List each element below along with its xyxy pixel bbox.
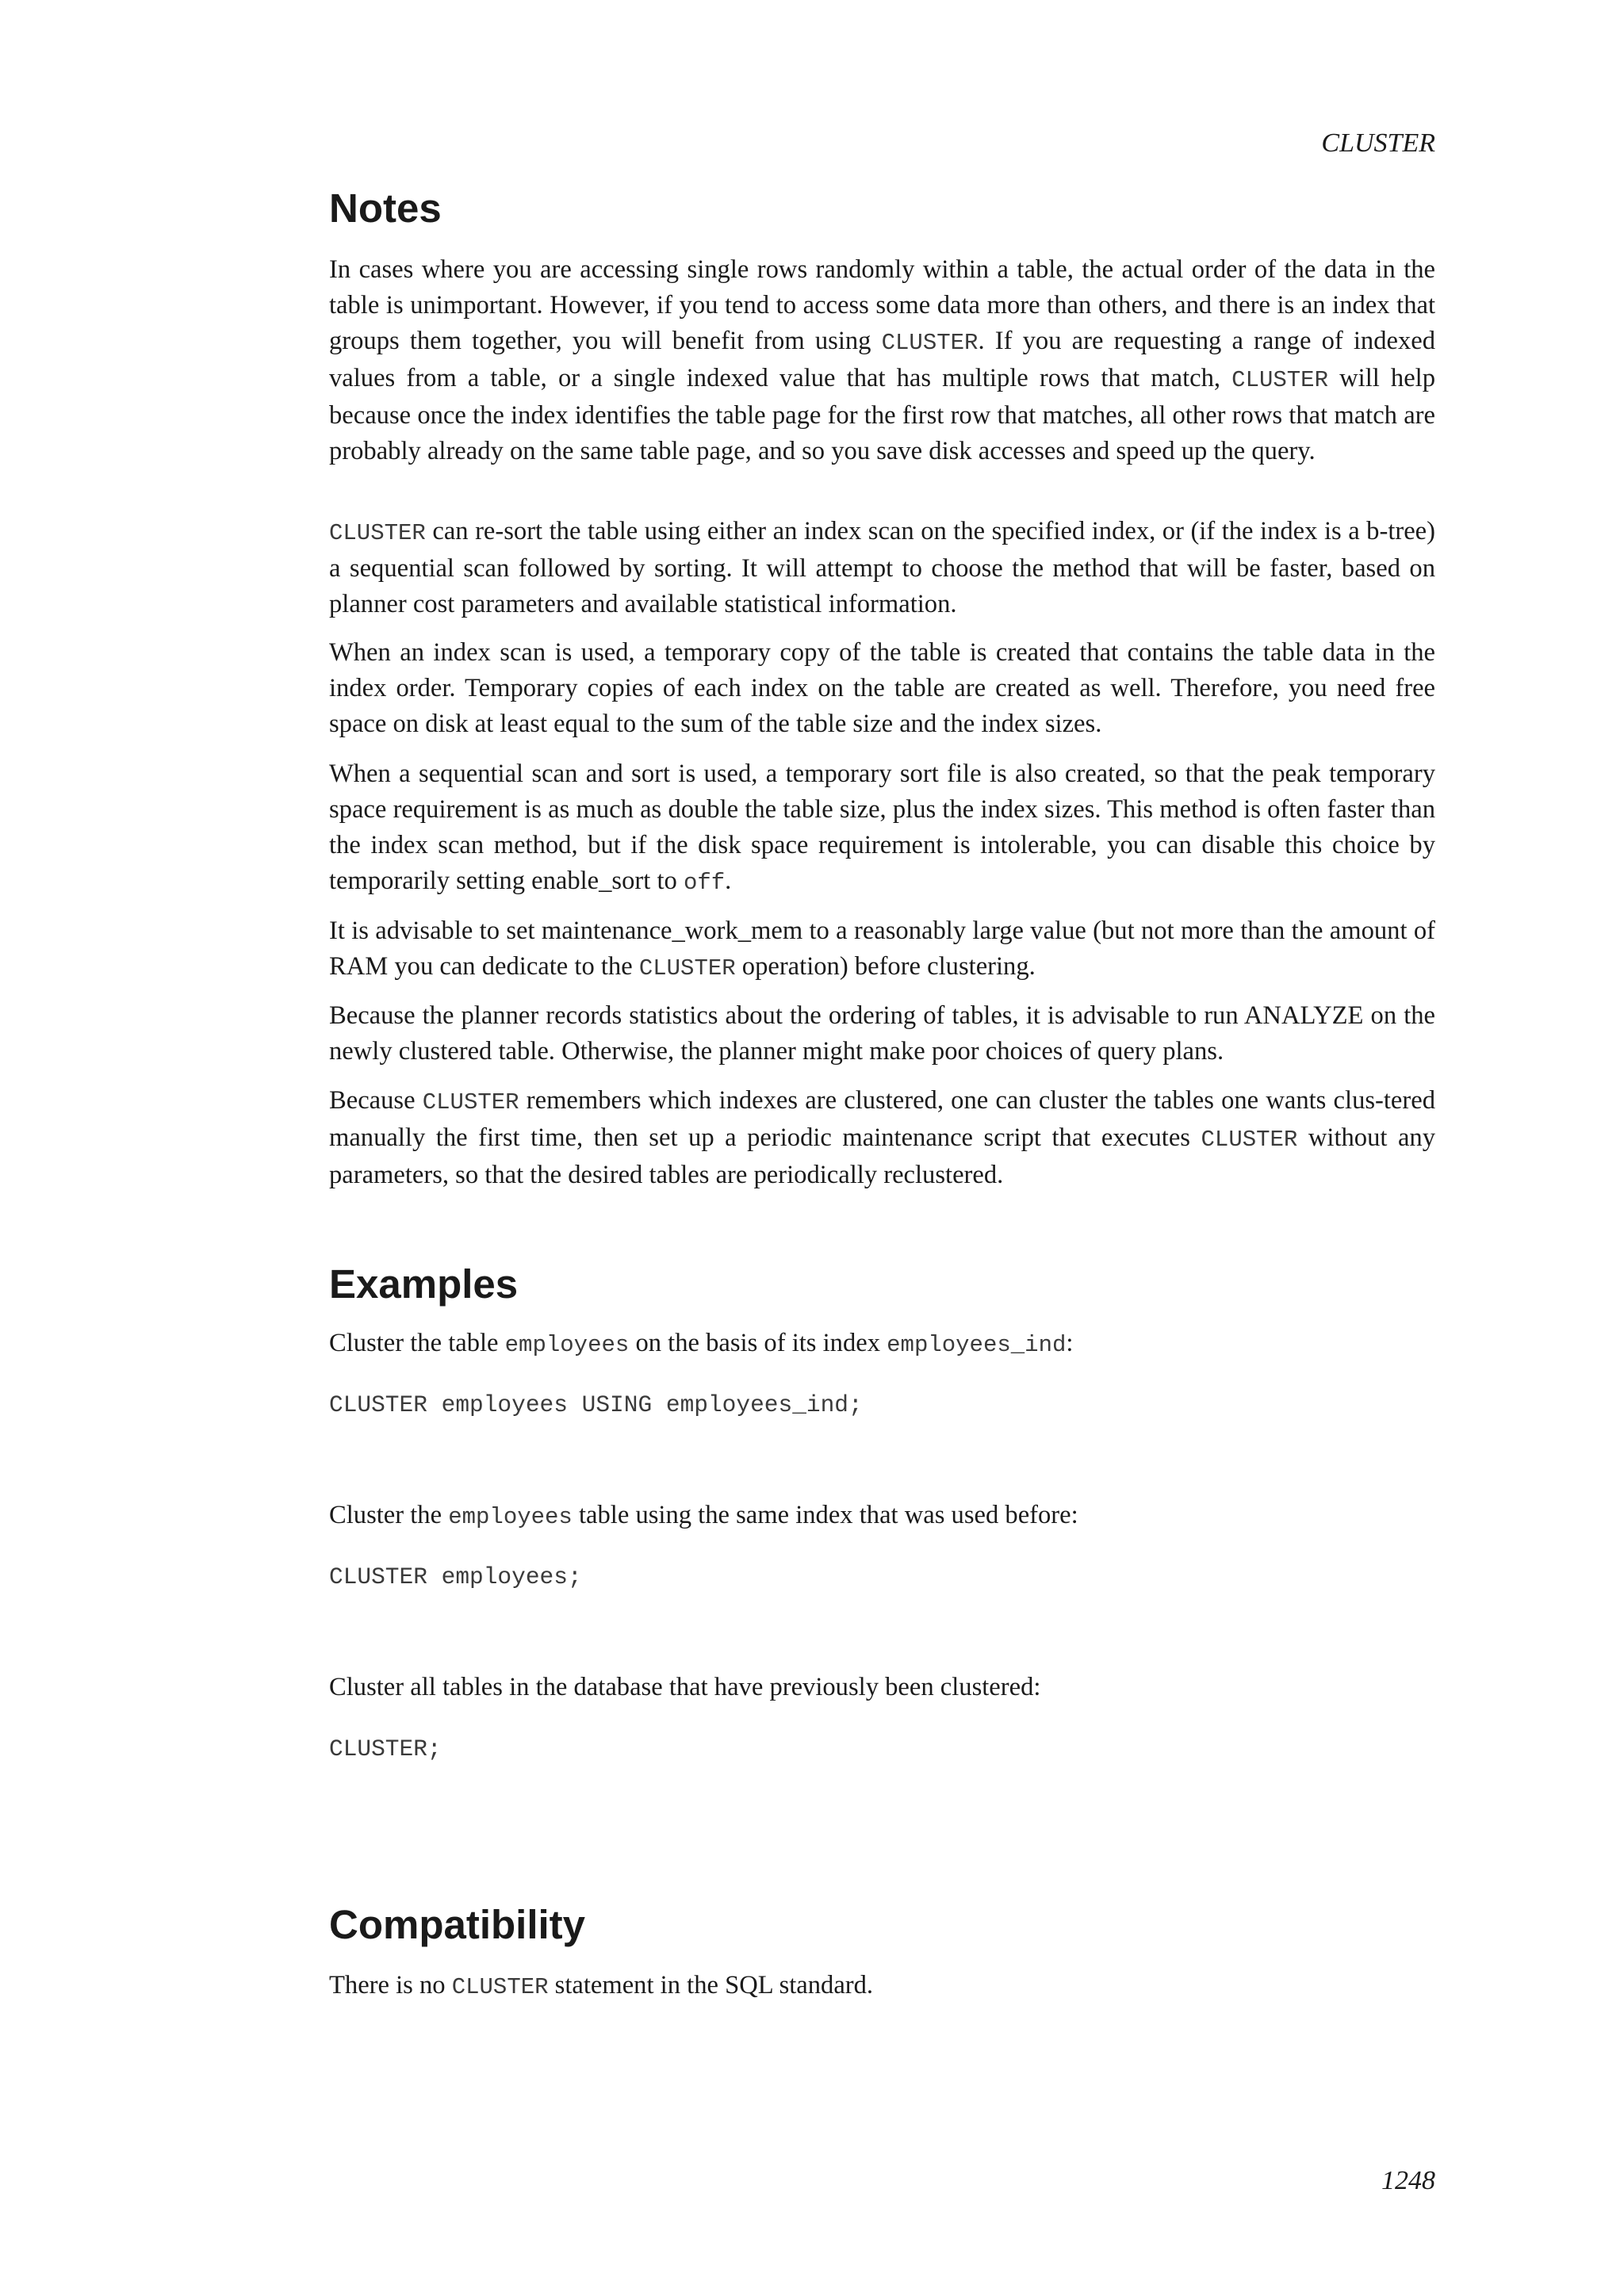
inline-code: CLUSTER [329,520,426,546]
example-2-description: Cluster the employees table using the same index that was used before: [329,1501,1078,1530]
inline-code: CLUSTER [1231,367,1328,393]
compatibility-heading: Compatibility [329,1902,586,1947]
example-3-code: CLUSTER; [329,1735,442,1762]
notes-paragraph-7: Because CLUSTER remembers which indexes are clustered, one can cluster the tables one wants clus-tered manually the first time, then set up a periodic maintenance script that executes CLUSTER without any parameters, so that the desired tables are periodically reclustered. [329,1086,1435,1189]
example-2-code: CLUSTER employees; [329,1563,582,1590]
notes-paragraph-3: When an index scan is used, a temporary copy of the table is created that contains the table data in the index order. Temporary copies of each index on the table are created as well. Therefore, you need free space on disk at least equal to the sum of the table size and the index sizes. [329,638,1435,738]
inline-code: CLUSTER [638,955,736,982]
notes-paragraph-1: In cases where you are accessing single rows randomly within a table, the actual order of the data in the table is unimportant. However, if you tend to access some data more than others, and there is an index that groups them together, you will benefit from using CLUSTER. If you are requesting a range of indexed values from a table, or a single indexed value that has multiple rows that match, CLUSTER will help because once the index identifies the table page for the first row that matches, all other rows that match are probably already on the same table page, and so you save disk accesses and speed up the query. [329,255,1436,465]
inline-code: CLUSTER [881,330,979,356]
notes-paragraph-4: When a sequential scan and sort is used, a temporary sort file is also created, so that the peak temporary space requirement is as much as double the table size, plus the index sizes. This method is often faster than the index scan method, but if the disk space requirement is intolerable, you can disable this choice by temporarily setting enable_sort to off. [329,760,1435,896]
example-1-code: CLUSTER employees USING employees_ind; [329,1391,863,1418]
notes-paragraph-6: Because the planner records statistics about the ordering of tables, it is advisable to run ANALYZE on the newly clustered table. Otherwise, the planner might make poor choices of query plans. [329,1001,1435,1066]
running-header: CLUSTER [1321,128,1435,158]
inline-code: CLUSTER [451,1974,549,2000]
examples-heading: Examples [329,1261,519,1307]
notes-paragraph-5: It is advisable to set maintenance_work_mem to a reasonably large value (but not more than the amount of RAM you can dedicate to the CLUSTER operation) before clustering. [329,916,1435,982]
document-page [329,0,1435,2296]
inline-code: employees [504,1332,630,1358]
example-3-description: Cluster all tables in the database that have previously been clustered: [329,1673,1041,1701]
page-number: 1248 [1381,2166,1435,2195]
inline-code: employees [448,1504,573,1530]
example-1-description: Cluster the table employees on the basis of its index employees_ind: [329,1329,1074,1358]
notes-heading: Notes [329,186,442,231]
inline-code: employees_ind [887,1332,1067,1358]
inline-code: CLUSTER [1201,1127,1298,1153]
compatibility-paragraph: There is no CLUSTER statement in the SQL standard. [329,1971,874,2000]
notes-paragraph-2: CLUSTER can re-sort the table using either an index scan on the specified index, or (if the index is a b-tree) a sequential scan followed by sorting. It will attempt to choose the method that will be faster, based on planner cost parameters and available statistical information. [329,517,1435,618]
inline-code: off [683,870,726,896]
inline-code: CLUSTER [422,1089,519,1115]
